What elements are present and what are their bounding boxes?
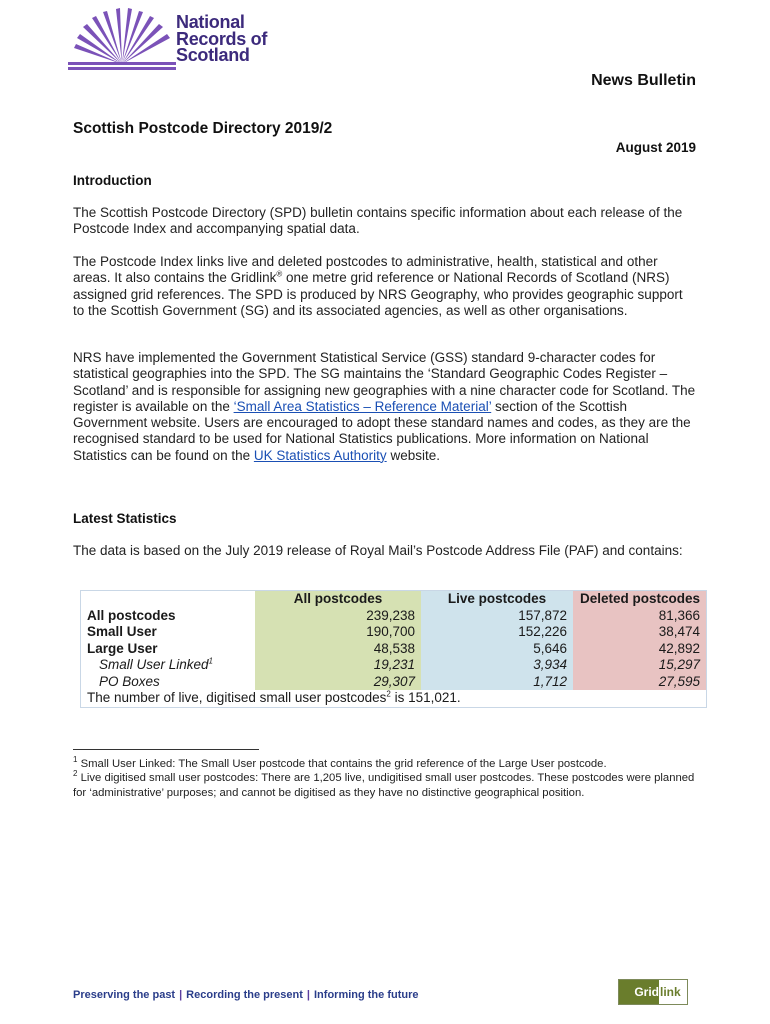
gridlink-logo [618, 979, 688, 1005]
footnote-ref-2: 2 [386, 689, 391, 699]
note-text-b: is 151,021. [390, 690, 461, 705]
cell-deleted: 38,474 [573, 624, 706, 641]
logo-line-3: Scotland [176, 45, 250, 65]
cell-all: 48,538 [255, 641, 421, 658]
cell-live: 5,646 [421, 641, 573, 658]
header-blank [81, 591, 255, 608]
cell-all: 239,238 [255, 608, 421, 625]
footnote-1-number: 1 [73, 755, 78, 765]
cell-live: 3,934 [421, 657, 573, 674]
latest-statistics-heading: Latest Statistics [73, 511, 177, 526]
cell-all: 29,307 [255, 674, 421, 691]
intro-paragraph-1: The Scottish Postcode Directory (SPD) bulletin contains specific information about each release of the Postcode Index and accompanying spatial data. [73, 205, 683, 237]
footnote-1 [73, 757, 703, 772]
table-note-row [81, 690, 706, 707]
small-area-statistics-link[interactable]: ‘Small Area Statistics – Reference Material’ [233, 398, 492, 414]
registered-mark: ® [276, 269, 283, 279]
cell-live: 1,712 [421, 674, 573, 691]
intro-paragraph-2 [73, 254, 697, 319]
table-row [81, 657, 706, 674]
publication-date: August 2019 [615, 140, 696, 155]
nrs-logo [68, 8, 278, 70]
table-row [81, 674, 706, 691]
p2-text-a: The Postcode Index links live and deleted postcodes to administrative, health, statistical and other areas. It also contains the Gridlink [73, 254, 658, 286]
header-live-postcodes: Live postcodes [421, 591, 573, 608]
gridlink-left-text: Grid [634, 985, 659, 999]
cell-deleted: 27,595 [573, 674, 706, 691]
cell-deleted: 81,366 [573, 608, 706, 625]
p3-text-a: NRS have implemented the Government Statistical Service (GSS) standard 9-character codes for statistical geographies into the SPD. The SG maintains the ‘Standard Geographic Codes Register – Scotland’ and is responsible for assigning new geographies with a nine character code for Scotland. The register is available on the [73, 350, 696, 414]
document-type: News Bulletin [591, 72, 696, 89]
footer-tagline [73, 989, 419, 1001]
gridlink-logo-left [619, 980, 659, 1004]
tagline-part-1: Preserving the past [73, 989, 176, 1001]
intro-paragraph-3 [73, 350, 697, 464]
introduction-heading: Introduction [73, 173, 152, 188]
row-label: PO Boxes [81, 674, 255, 691]
cell-deleted: 42,892 [573, 641, 706, 658]
cell-all: 19,231 [255, 657, 421, 674]
row-label-text: Small User Linked [99, 657, 209, 672]
cell-live: 152,226 [421, 624, 573, 641]
cell-deleted: 15,297 [573, 657, 706, 674]
row-label: Small User [81, 624, 255, 641]
p3-text-b: section of the Scottish Government website. Users are encouraged to adopt these standard names and codes, as they are the recognised standard to be used for National Statistics publications. More information on National Statistics can be found on the [73, 398, 691, 463]
table-header-row [81, 591, 706, 608]
tagline-part-2: Recording the present [186, 989, 303, 1001]
table-note [81, 690, 706, 707]
p3-text-c: website. [386, 447, 440, 463]
table-row [81, 624, 706, 641]
fan-emblem-icon [68, 8, 176, 70]
footnote-divider [73, 749, 259, 750]
cell-all: 190,700 [255, 624, 421, 641]
footnote-ref-1: 1 [208, 656, 213, 666]
page-title: Scottish Postcode Directory 2019/2 [73, 120, 333, 137]
p2-text-b: one metre grid reference or National Records of Scotland (NRS) assigned grid references. The SPD is produced by NRS Geography, who provides geographic support to the Scottish Government (SG) and its associated agencies, as well as other organisations. [73, 270, 683, 318]
separator-bar-icon: | [179, 989, 183, 1001]
cell-live: 157,872 [421, 608, 573, 625]
footnote-1-text: Small User Linked: The Small User postcode that contains the grid reference of the Large User postcode. [77, 758, 607, 770]
footnote-2-text: Live digitised small user postcodes: There are 1,205 live, undigitised small user postcodes. These postcodes were planned for ‘administrative’ purposes; and cannot be digitised as they have no distinctive geographical position. [73, 772, 695, 799]
row-label: All postcodes [81, 608, 255, 625]
logo-line-2: Records of [176, 28, 268, 49]
gridlink-logo-right: link [660, 985, 681, 999]
logo-wordmark [176, 14, 267, 64]
header-deleted-postcodes: Deleted postcodes [573, 591, 706, 608]
table-row [81, 608, 706, 625]
table-row [81, 641, 706, 658]
tagline-part-3: Informing the future [314, 989, 419, 1001]
uk-statistics-authority-link[interactable]: UK Statistics Authority [253, 447, 387, 463]
logo-line-1: National [176, 12, 245, 32]
footnote-2 [73, 771, 703, 800]
postcode-statistics-table [80, 590, 707, 708]
row-label: Large User [81, 641, 255, 658]
note-text-a: The number of live, digitised small user postcodes [87, 690, 387, 705]
row-label [81, 657, 255, 674]
latest-paragraph: The data is based on the July 2019 release of Royal Mail’s Postcode Address File (PAF) and contains: [73, 543, 683, 558]
footnote-2-number: 2 [73, 769, 78, 779]
header-all-postcodes: All postcodes [255, 591, 421, 608]
separator-bar-icon: | [306, 989, 310, 1001]
